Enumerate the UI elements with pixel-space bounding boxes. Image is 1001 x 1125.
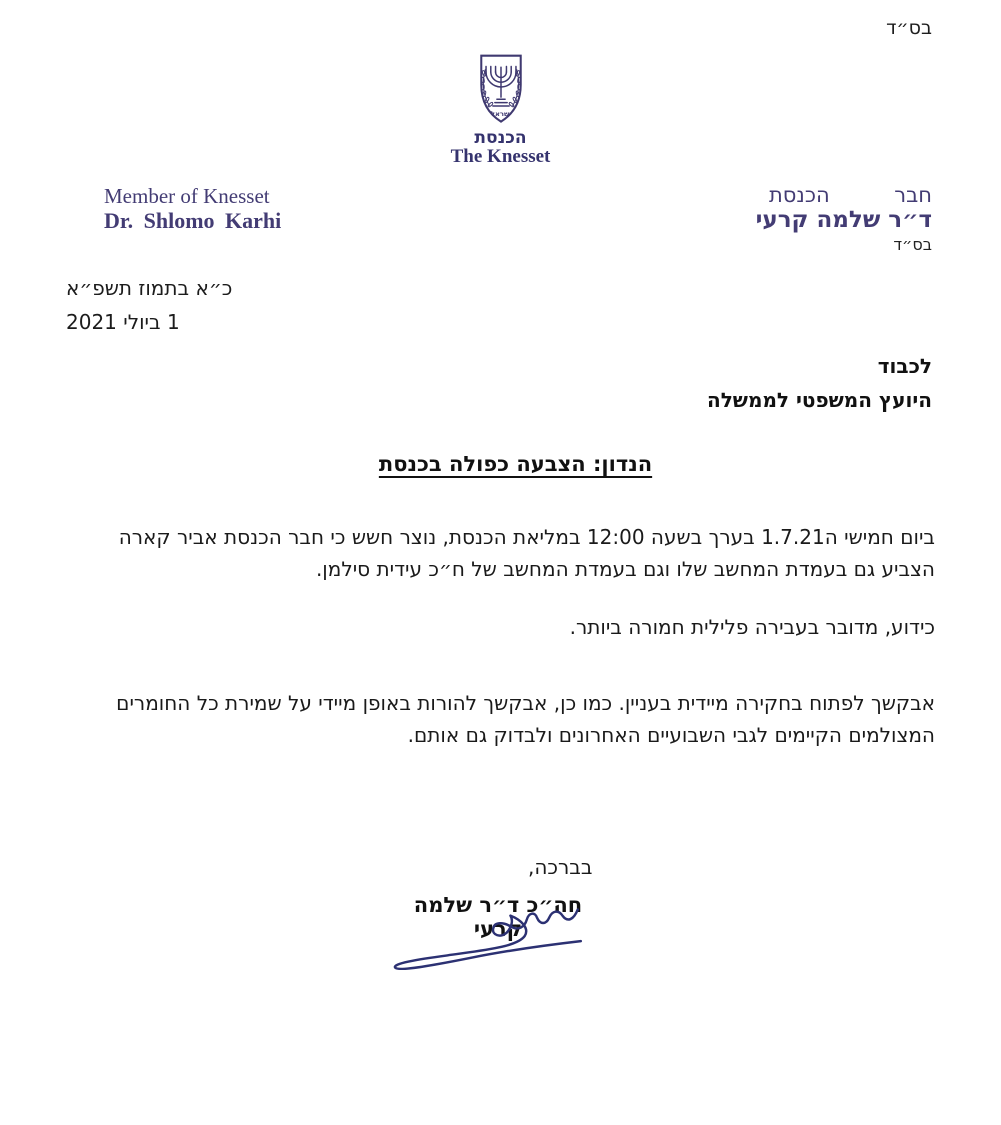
body-paragraph-1: ביום חמישי ה1.7.21 בערך בשעה 12:00 במליאת הכנסת, נוצר חשש כי חבר הכנסת אביר קארה הצביע גם בעמדת המחשב שלו וגם בעמדת המחשב של ח״כ עידית סילמן. [118, 525, 935, 581]
letterhead-he-title [769, 183, 932, 207]
date-hebrew: כ״א בתמוז תשפ״א [66, 276, 233, 300]
emblem-israel-banner: ישראל [490, 110, 511, 119]
letterhead-he-title-word2: הכנסת [769, 183, 830, 207]
menorah-icon [486, 67, 516, 106]
closing-signer-name: חה״כ ד״ר שלמה קרעי [413, 893, 583, 941]
letterhead-english [104, 184, 281, 234]
recipient-name: היועץ המשפטי לממשלה [706, 388, 932, 412]
recipient-block [707, 349, 932, 417]
letterhead-he-title-word1: חבר [894, 183, 932, 207]
body-paragraph-2: כידוע, מדובר בעבירה פלילית חמורה ביותר. [569, 615, 935, 639]
date-block [66, 271, 232, 339]
bsd-annotation-top: בס״ד [886, 17, 932, 39]
recipient-salutation: לכבוד [877, 354, 932, 378]
subject-line: הנדון: הצבעה כפולה בכנסת [378, 452, 653, 476]
signature-icon [386, 899, 590, 971]
letterhead-he-bsd: בס״ד [893, 235, 932, 254]
closing-regards: בברכה, [528, 855, 593, 879]
date-gregorian: 1 ביולי 2021 [66, 310, 180, 334]
emblem-block [0, 50, 1001, 167]
knesset-emblem-icon [467, 50, 535, 128]
letterhead-he-name: ד״ר שלמה קרעי [755, 207, 932, 233]
emblem-caption-hebrew: הכנסת [474, 128, 527, 148]
letterhead-en-title: Member of Knesset [104, 184, 270, 208]
letterhead-hebrew [756, 183, 932, 255]
letterhead-en-name: Dr. Shlomo Karhi [104, 208, 282, 233]
body-paragraph-3: אבקשך לפתוח בחקירה מיידית בעניין. כמו כן, אבקשך להורות באופן מיידי על שמירת כל החומרים המצולמים הקיימים לגבי השבועיים האחרונים ולבדוק גם אותם. [116, 691, 935, 747]
emblem-caption-english: The Knesset [450, 146, 551, 167]
